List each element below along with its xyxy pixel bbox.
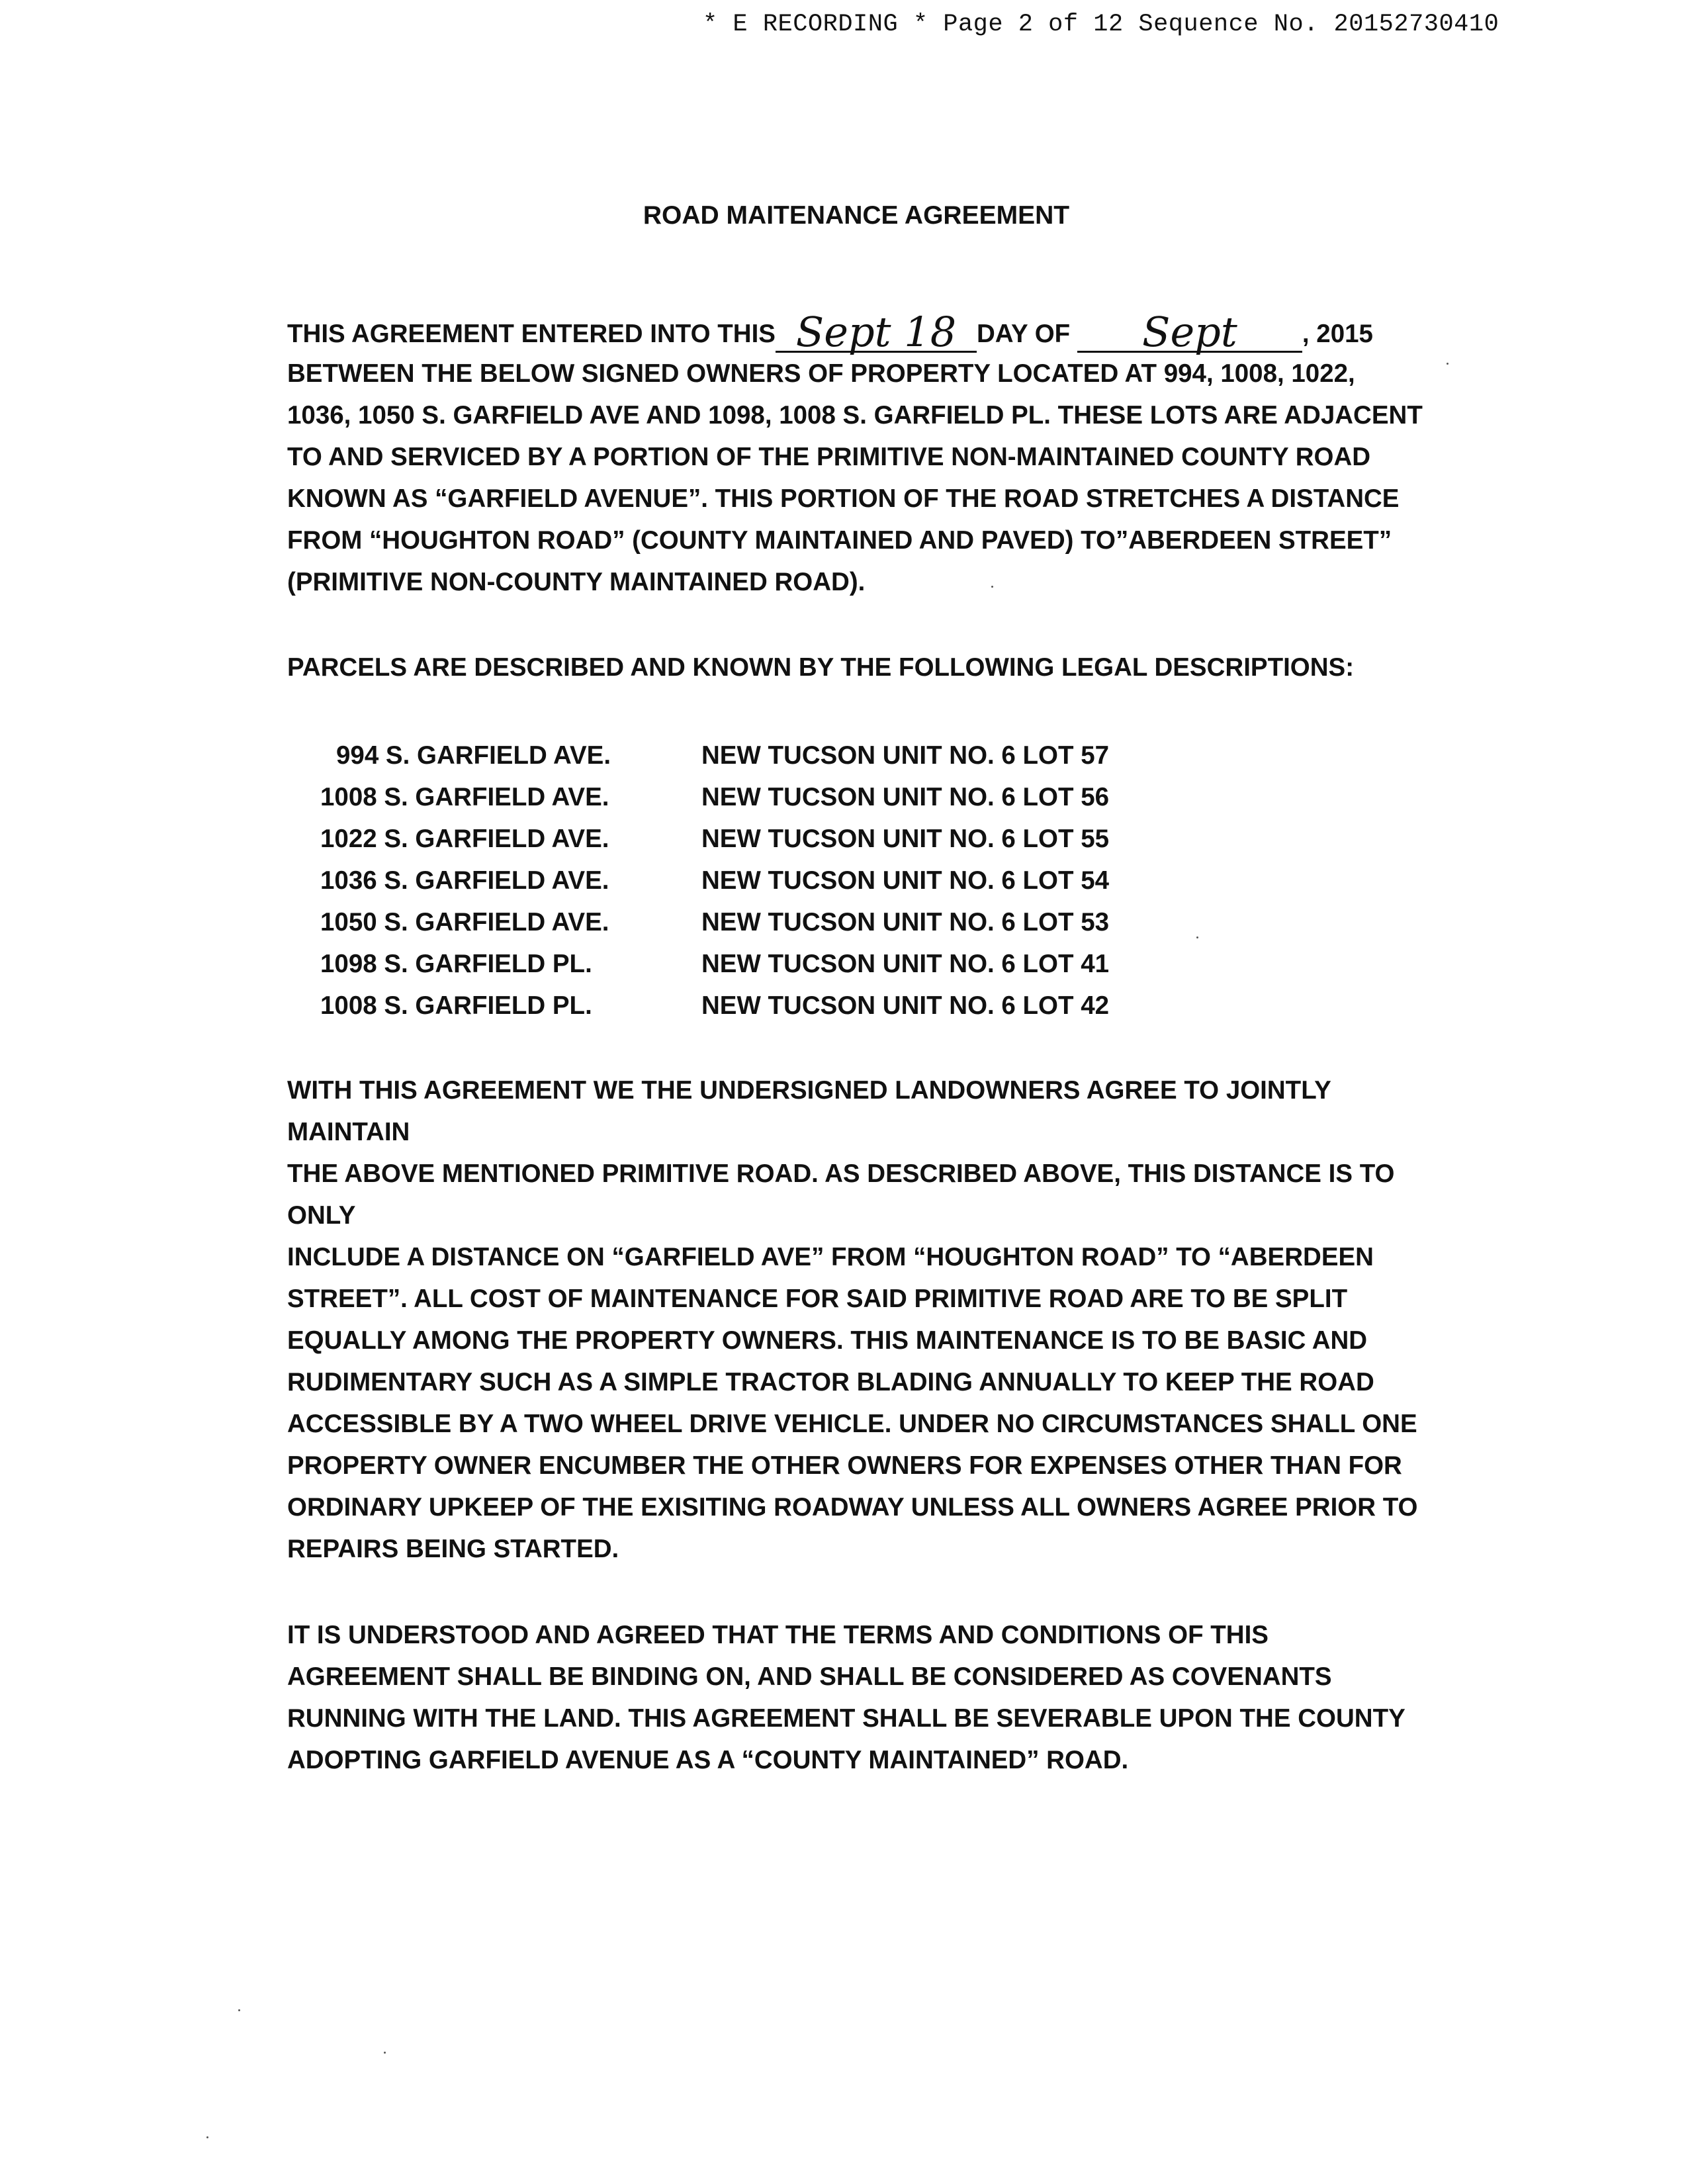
maintenance-line: INCLUDE A DISTANCE ON “GARFIELD AVE” FROM “HOUGHTON ROAD” TO “ABERDEEN [287, 1243, 1374, 1271]
parcel-address: 1098 S. GARFIELD PL. [320, 950, 592, 978]
scan-speck [238, 2009, 240, 2011]
intro-first-line [287, 308, 1373, 356]
intro-line: TO AND SERVICED BY A PORTION OF THE PRIMITIVE NON-MAINTAINED COUNTY ROAD [287, 443, 1371, 471]
handwritten-day: Sept 18 [776, 314, 977, 353]
parcel-row [287, 950, 1214, 983]
intro-line: FROM “HOUGHTON ROAD” (COUNTY MAINTAINED AND PAVED) TO”ABERDEEN STREET” [287, 526, 1392, 555]
maintenance-line: WITH THIS AGREEMENT WE THE UNDERSIGNED LANDOWNERS AGREE TO JOINTLY [287, 1076, 1331, 1105]
maintenance-line: REPAIRS BEING STARTED. [287, 1535, 619, 1563]
document-title: ROAD MAITENANCE AGREEMENT [643, 201, 1070, 230]
parcel-address: 1050 S. GARFIELD AVE. [320, 908, 609, 936]
handwritten-month: Sept [1077, 314, 1302, 353]
intro-year: , 2015 [1302, 320, 1373, 348]
scan-speck [1196, 936, 1198, 938]
intro-line: 1036, 1050 S. GARFIELD AVE AND 1098, 1008 S. GARFIELD PL. THESE LOTS ARE ADJACENT [287, 401, 1423, 430]
scan-speck [991, 586, 993, 588]
maintenance-line: STREET”. ALL COST OF MAINTENANCE FOR SAID PRIMITIVE ROAD ARE TO BE SPLIT [287, 1285, 1348, 1313]
scan-speck [1447, 363, 1449, 365]
maintenance-line: RUDIMENTARY SUCH AS A SIMPLE TRACTOR BLADING ANNUALLY TO KEEP THE ROAD [287, 1368, 1374, 1396]
recording-header: * E RECORDING * Page 2 of 12 Sequence No. 20152730410 [703, 11, 1499, 38]
scan-speck [206, 2136, 208, 2138]
covenant-line: AGREEMENT SHALL BE BINDING ON, AND SHALL BE CONSIDERED AS COVENANTS [287, 1662, 1332, 1691]
parcel-row [287, 825, 1214, 858]
parcel-row [287, 866, 1214, 899]
parcel-row [287, 783, 1214, 816]
covenant-line: RUNNING WITH THE LAND. THIS AGREEMENT SHALL BE SEVERABLE UPON THE COUNTY [287, 1704, 1405, 1733]
maintenance-line: ONLY [287, 1201, 356, 1230]
intro-line: BETWEEN THE BELOW SIGNED OWNERS OF PROPERTY LOCATED AT 994, 1008, 1022, [287, 359, 1355, 388]
intro-line: KNOWN AS “GARFIELD AVENUE”. THIS PORTION OF THE ROAD STRETCHES A DISTANCE [287, 484, 1400, 513]
maintenance-line: EQUALLY AMONG THE PROPERTY OWNERS. THIS MAINTENANCE IS TO BE BASIC AND [287, 1326, 1368, 1355]
parcel-address: 994 S. GARFIELD AVE. [336, 741, 611, 770]
parcel-address: 1008 S. GARFIELD PL. [320, 991, 592, 1020]
parcel-legal-description: NEW TUCSON UNIT NO. 6 LOT 57 [701, 741, 1110, 770]
maintenance-line: PROPERTY OWNER ENCUMBER THE OTHER OWNERS FOR EXPENSES OTHER THAN FOR [287, 1451, 1402, 1480]
maintenance-line: MAINTAIN [287, 1118, 410, 1146]
intro-prefix: THIS AGREEMENT ENTERED INTO THIS [287, 320, 776, 348]
covenant-line: IT IS UNDERSTOOD AND AGREED THAT THE TERMS AND CONDITIONS OF THIS [287, 1621, 1269, 1649]
intro-day-of: DAY OF [976, 320, 1071, 348]
maintenance-line: ORDINARY UPKEEP OF THE EXISITING ROADWAY UNLESS ALL OWNERS AGREE PRIOR TO [287, 1493, 1418, 1522]
parcel-row [287, 991, 1214, 1024]
parcel-row [287, 908, 1214, 941]
parcel-legal-description: NEW TUCSON UNIT NO. 6 LOT 54 [701, 866, 1110, 895]
parcel-legal-description: NEW TUCSON UNIT NO. 6 LOT 42 [701, 991, 1110, 1020]
maintenance-line: THE ABOVE MENTIONED PRIMITIVE ROAD. AS DESCRIBED ABOVE, THIS DISTANCE IS TO [287, 1160, 1395, 1188]
covenant-line: ADOPTING GARFIELD AVENUE AS A “COUNTY MAINTAINED” ROAD. [287, 1746, 1129, 1774]
parcel-legal-description: NEW TUCSON UNIT NO. 6 LOT 53 [701, 908, 1110, 936]
intro-line: (PRIMITIVE NON-COUNTY MAINTAINED ROAD). [287, 568, 866, 596]
parcel-address: 1022 S. GARFIELD AVE. [320, 825, 609, 853]
maintenance-line: ACCESSIBLE BY A TWO WHEEL DRIVE VEHICLE. UNDER NO CIRCUMSTANCES SHALL ONE [287, 1410, 1417, 1438]
parcel-legal-description: NEW TUCSON UNIT NO. 6 LOT 56 [701, 783, 1110, 811]
scan-speck [384, 2052, 386, 2054]
parcel-legal-description: NEW TUCSON UNIT NO. 6 LOT 55 [701, 825, 1110, 853]
parcel-legal-description: NEW TUCSON UNIT NO. 6 LOT 41 [701, 950, 1110, 978]
parcels-heading: PARCELS ARE DESCRIBED AND KNOWN BY THE FOLLOWING LEGAL DESCRIPTIONS: [287, 653, 1355, 682]
parcel-address: 1008 S. GARFIELD AVE. [320, 783, 609, 811]
parcel-address: 1036 S. GARFIELD AVE. [320, 866, 609, 895]
parcel-row [287, 741, 1214, 774]
